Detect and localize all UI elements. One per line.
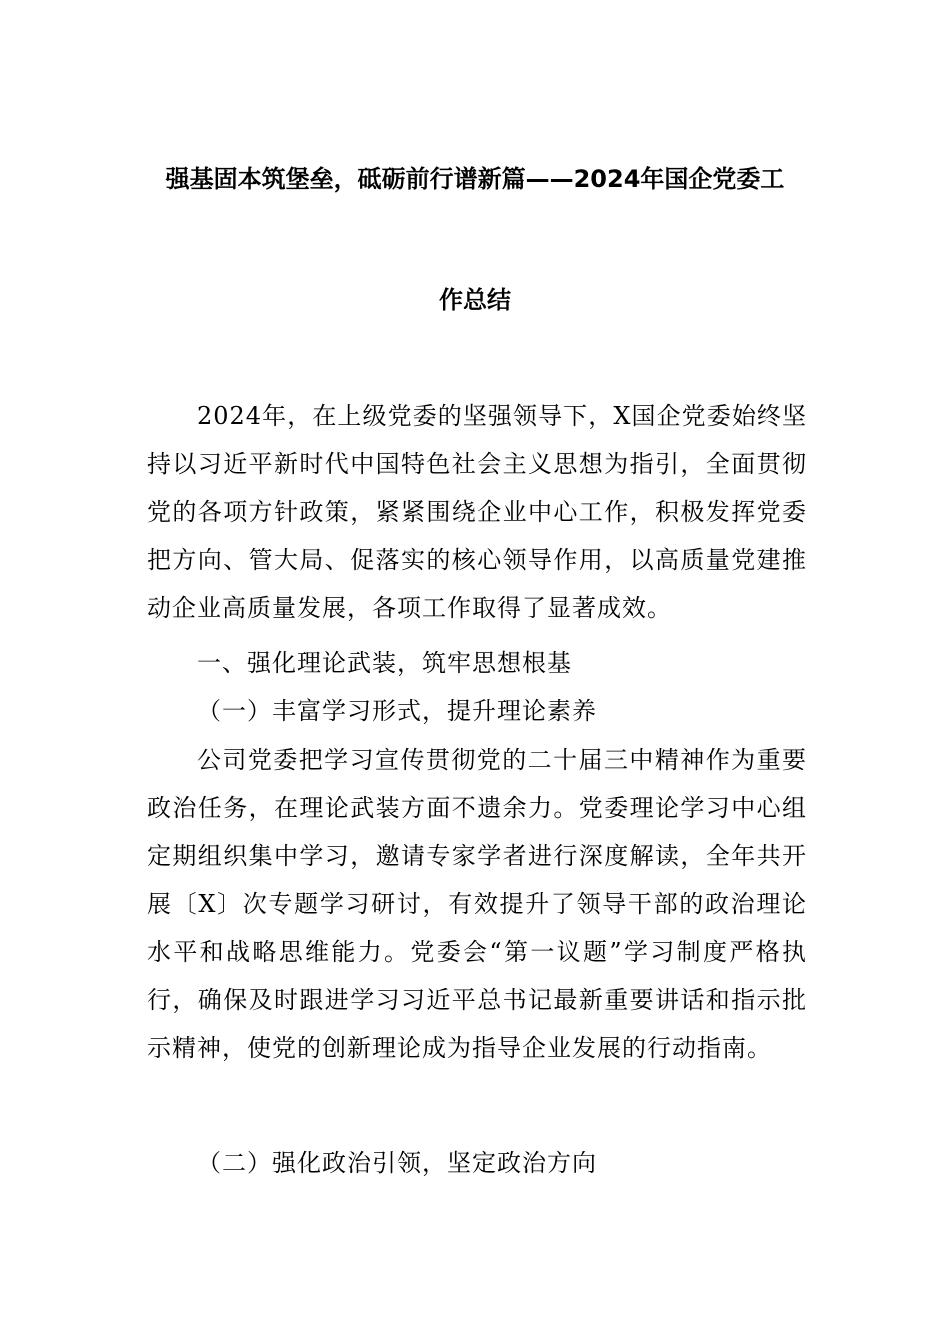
document-title-line-2: 作总结 bbox=[439, 286, 511, 314]
intro-paragraph: 2024年，在上级党委的坚强领导下，X国企党委始终坚持以习近平新时代中国特色社会主义思想为指引，全面贯彻党的各项方针政策，紧紧围绕企业中心工作，积极发挥党委把方向、管大局、促落实的核心领导作用，以高质量党建推动企业高质量发展，各项工作取得了显著成效。 bbox=[147, 402, 807, 622]
section-heading-1: 一、强化理论武装，筑牢思想根基 bbox=[197, 649, 572, 677]
subsection-1-paragraph: 公司党委把学习宣传贯彻党的二十届三中精神作为重要政治任务，在理论武装方面不遗余力。党委理论学习中心组定期组织集中学习，邀请专家学者进行深度解读，全年共开展〔X〕次专题学习研讨，有效提升了领导干部的政治理论水平和战略思维能力。党委会“第一议题”学习制度严格执行，确保及时跟进学习习近平总书记最新重要讲话和指示批示精神，使党的创新理论成为指导企业发展的行动指南。 bbox=[147, 746, 807, 1062]
subsection-heading-2: （二）强化政治引领，坚定政治方向 bbox=[197, 1149, 597, 1177]
document-title-line-1: 强基固本筑堡垒，砥砺前行谱新篇——2024年国企党委工 bbox=[165, 165, 785, 193]
subsection-heading-1: （一）丰富学习形式，提升理论素养 bbox=[197, 697, 597, 725]
